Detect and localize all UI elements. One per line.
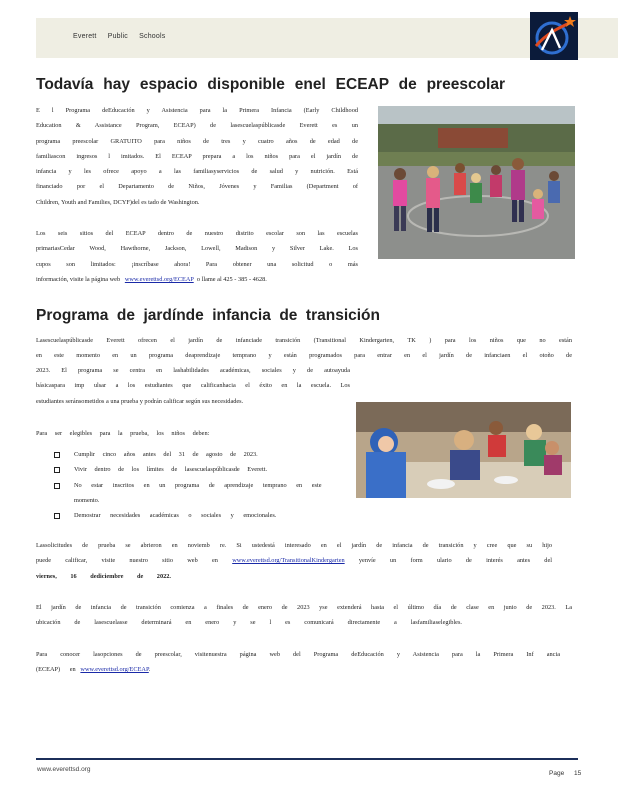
text-line: Para conocer lasopciones de preescolar, visitenuestra página web del Programa deEducación y Asistencia para la Primera Inf ancia: [36, 651, 560, 658]
eligibility-intro: [36, 426, 296, 441]
footer-url: www.everettsd.org: [37, 766, 91, 773]
tk-focus-paragraph: [36, 363, 350, 409]
eceap-heading: Todavía hay espacio disponible enel ECEAP de preescolar: [36, 76, 505, 93]
checkbox-bullet-icon: [54, 452, 60, 458]
list-item-text: Demostrar necesidades académicas o sociales y emocionales.: [74, 512, 277, 520]
district-name: Everett Public Schools: [73, 33, 166, 40]
text-line: [36, 553, 552, 568]
text-line: programa preescolar GRATUITO para niños de tres y cuatro años de edad de: [36, 137, 358, 145]
tk-heading: Programa de jardínde infancia de transición: [36, 307, 380, 324]
list-item-continuation: momento.: [74, 496, 100, 504]
apps-text: puede calificar, visite nuestro sitio web en: [36, 557, 218, 565]
list-item-text: No estar inscritos en un programa de aprendizaje temprano en este: [74, 481, 322, 489]
preschool-options-paragraph: [36, 647, 560, 678]
text-line: E l Programa deEducación y Asistencia para la Primera Infancia (Early Childhood: [36, 107, 358, 114]
text-line: en este momento en un programa deaprendizaje temprano y están programados para entrar en el jardín de infanciaen el otoño de: [36, 352, 572, 360]
text-line: primariasCedar Wood, Hawthorne, Jackson, Lowell, Madison y Silver Lake. Los: [36, 245, 358, 253]
text-line: infancia y les ofrece apoyo a las familiasyservicios de salud y nutrición. Está: [36, 168, 358, 176]
eceap-intro-paragraph: [36, 103, 358, 210]
text-line: ubicación de lasescuelasse determinará en enero y se l es comunicará directamente a lasfamiliaselegibles.: [36, 619, 462, 627]
text-line: financiado por el Departamento de Niños, Jóvenes y Familias (Department of: [36, 183, 358, 191]
list-item: [54, 478, 322, 509]
list-item-text: Vivir dentro de los límites de lasescuelaspúblicasde Everett.: [74, 466, 268, 474]
deadline-text: viernes, 16 dediciembre de 2022.: [36, 572, 171, 580]
text-line: Los seis sitios del ECEAP dentro de nuestro distrito escolar son las escuelas: [36, 230, 358, 237]
classroom-photo: [356, 402, 571, 498]
checkbox-bullet-icon: [54, 483, 60, 489]
text-line: básicaspara imp ulsar a los estudiantes que calificanhacia el éxito en la escuela. Los: [36, 382, 350, 390]
list-item-text: Cumplir cinco años antes del 31 de agosto de 2023.: [74, 451, 258, 458]
text-line: Para ser elegibles para la prueba, los niños deben:: [36, 430, 210, 437]
tk-intro-paragraph: [36, 333, 572, 364]
phone-text: o llame al 425 - 385 - 4628.: [196, 275, 267, 283]
eceap-sites-paragraph: [36, 226, 358, 287]
text-line: Lasescuelaspúblicasde Everett ofrecen el jardín de infanciade transición (Transitional Kindergarten, TK ) para los niños que no están: [36, 337, 572, 344]
more-text-end: .: [148, 666, 151, 674]
text-line: 2023. El programa se centra en lashabilidades académicas, sociales y de autoayuda: [36, 367, 350, 374]
text-line: [36, 272, 358, 287]
text-line: Lassolicitudes de prueba se abrieron en noviemb re. Si ustedestá interesado en el jardín de infancia de transición y cree que su hijo: [36, 542, 552, 549]
list-item: [54, 462, 322, 477]
contact-text: información, visite la página web: [36, 275, 121, 283]
tk-start-paragraph: [36, 600, 572, 631]
district-logo: [530, 12, 578, 60]
tk-link[interactable]: www.everettsd.org/TransitionalKindergarten: [232, 557, 345, 565]
applications-paragraph: [36, 538, 552, 584]
text-line: cupos son limitados: ¡inscríbase ahora! Para obtener una solicitud o más: [36, 260, 358, 268]
text-line: estudiantes seránsometidos a una prueba y podrán calificar según sus necesidades.: [36, 397, 244, 405]
checkbox-bullet-icon: [54, 513, 60, 519]
text-line: Education & Assistance Program, ECEAP) de lasescuelaspúblicasde Everett es un: [36, 122, 358, 130]
footer-rule: [36, 758, 578, 760]
eceap-link[interactable]: www.everettsd.org/ECEAP: [124, 275, 194, 283]
eceap-link-bottom[interactable]: www.everettsd.org/ECEAP: [80, 666, 149, 674]
text-line: [36, 662, 560, 677]
text-line: Children, Youth and Families, DCYF)del es tado de Washington.: [36, 198, 200, 206]
apps-text-end: yenvíe un form ulario de interés antes del: [358, 557, 552, 565]
checkbox-bullet-icon: [54, 467, 60, 473]
more-text: (ECEAP) en: [36, 666, 76, 674]
list-item: [54, 508, 322, 523]
eligibility-list: [54, 447, 322, 523]
page-number: Page 15: [549, 770, 582, 777]
list-item: [54, 447, 322, 462]
children-playing-photo: [378, 106, 575, 259]
text-line: familiascon ingresos l imitados. El ECEAP prepara a los niños para el jardín de: [36, 152, 358, 160]
text-line: El jardín de infancia de transición comienza a finales de enero de 2023 yse extenderá hasta el último día de clase en junio de 2023. La: [36, 604, 572, 611]
